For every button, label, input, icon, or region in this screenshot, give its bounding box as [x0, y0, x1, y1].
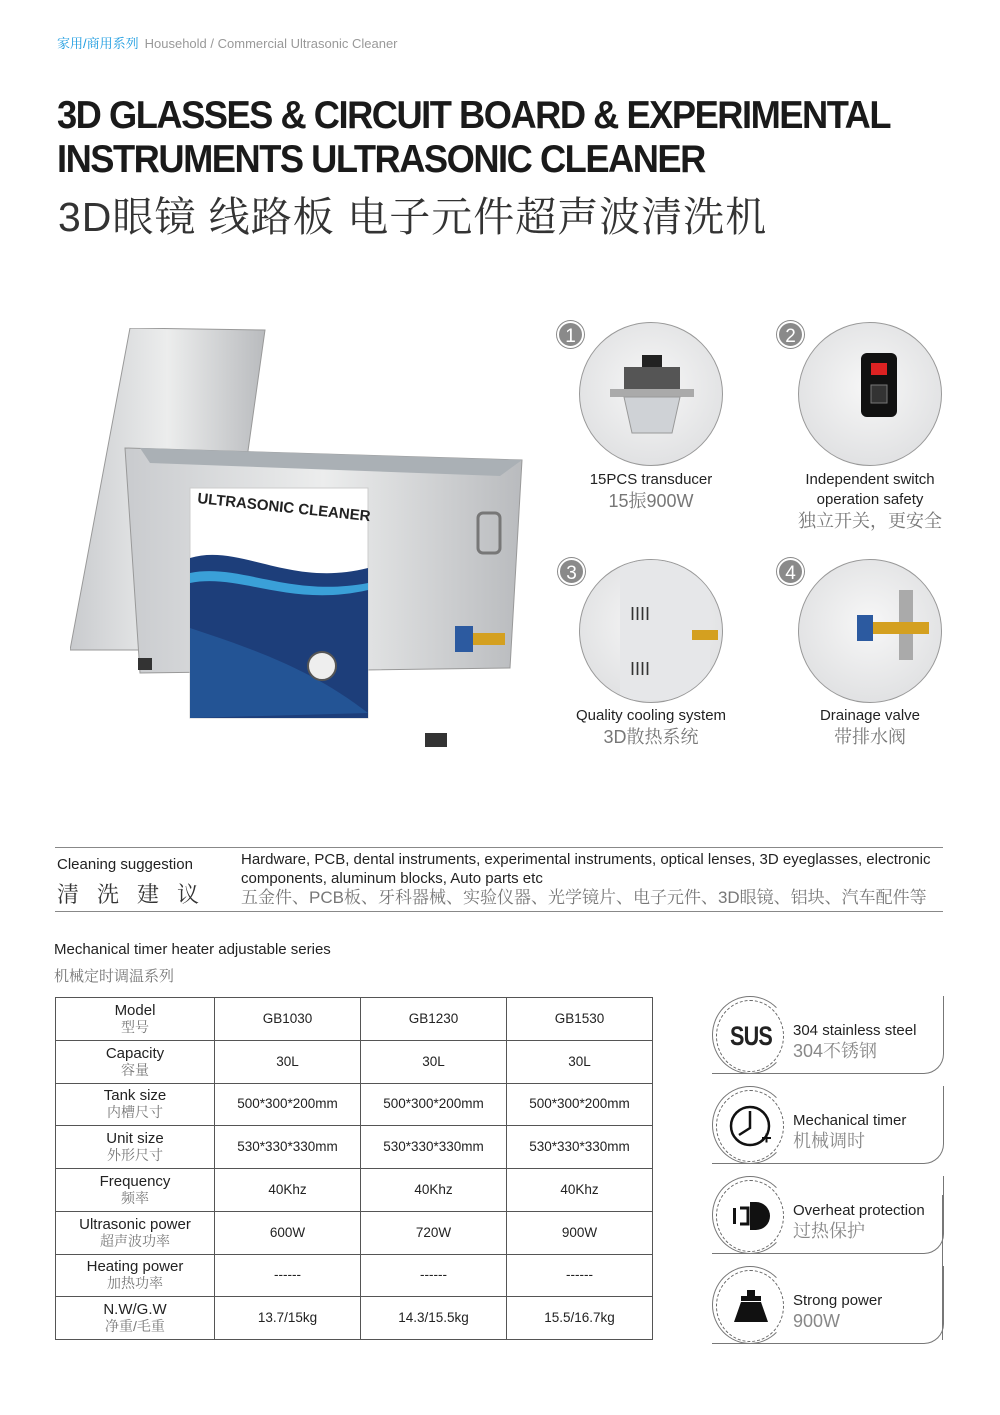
row-header-cn: 外形尺寸: [107, 1147, 163, 1164]
caption-en: Quality cooling system: [575, 707, 727, 724]
row-header-en: N.W/G.W: [103, 1301, 167, 1319]
feature-caption: [760, 470, 980, 532]
highlight-en: Mechanical timer: [793, 1112, 907, 1129]
svg-text:IIII: IIII: [630, 659, 651, 679]
caption-cn: 独立开关，更安全: [798, 511, 942, 531]
row-header-cn: 净重/毛重: [105, 1318, 165, 1335]
feature-number-badge: 4: [777, 558, 804, 585]
series-title: Mechanical timer heater adjustable series: [54, 941, 331, 958]
highlight-en: 304 stainless steel: [793, 1022, 917, 1039]
feature-image-drain-valve: [798, 559, 942, 703]
caption-en: Independent switch operation safety: [805, 471, 935, 508]
table-cell: 15.5/16.7kg: [507, 1297, 653, 1340]
table-cell: ------: [361, 1254, 507, 1297]
feature-image-transducer: [579, 322, 723, 466]
row-header-cn: 频率: [121, 1189, 149, 1206]
suggestion-text: [241, 850, 946, 907]
row-header-cn: 内槽尺寸: [107, 1104, 163, 1121]
breadcrumb: [57, 33, 398, 52]
highlight-overheat: [716, 1180, 948, 1252]
clock-icon: [724, 1102, 778, 1150]
feature-caption: [541, 706, 761, 748]
row-header: [56, 998, 215, 1041]
row-header: [56, 1297, 215, 1340]
table-cell: 500*300*200mm: [507, 1083, 653, 1126]
table-cell: 14.3/15.5kg: [361, 1297, 507, 1340]
table-row: [56, 1169, 653, 1212]
breadcrumb-cn[interactable]: 家用/商用系列: [57, 36, 139, 51]
highlight-timer: [716, 1090, 948, 1162]
table-row: [56, 1040, 653, 1083]
table-row: [56, 1211, 653, 1254]
table-cell: 530*330*330mm: [507, 1126, 653, 1169]
sus-icon: SUS: [729, 1020, 773, 1051]
table-cell: 500*300*200mm: [215, 1083, 361, 1126]
table-cell: GB1530: [507, 998, 653, 1041]
feature-caption: [541, 470, 761, 512]
highlight-en: Strong power: [793, 1292, 883, 1309]
table-row: [56, 1297, 653, 1340]
caption-cn: 带排水阀: [834, 727, 906, 747]
table-cell: 40Khz: [507, 1169, 653, 1212]
table-cell: 720W: [361, 1211, 507, 1254]
spec-table: [55, 997, 653, 1340]
row-header-en: Capacity: [105, 1044, 165, 1062]
svg-text:IIII: IIII: [630, 604, 651, 624]
row-header-en: Model: [114, 1001, 156, 1019]
divider: [55, 847, 943, 848]
row-header: [56, 1040, 215, 1083]
row-header-en: Tank size: [103, 1087, 167, 1105]
series-title-cn: 机械定时调温系列: [54, 968, 175, 985]
table-cell: 30L: [215, 1040, 361, 1083]
suggestion-text-en: Hardware, PCB, dental instruments, experimental instruments, optical lenses, 3D eyeglasses, electronic components, aluminum blocks, Auto parts etc: [241, 851, 931, 887]
table-cell: ------: [507, 1254, 653, 1297]
table-cell: GB1230: [361, 998, 507, 1041]
highlight-cn: 304不锈钢: [793, 1041, 878, 1061]
row-header-en: Unit size: [106, 1130, 164, 1148]
table-cell: 40Khz: [361, 1169, 507, 1212]
table-cell: 30L: [361, 1040, 507, 1083]
row-header-en: Heating power: [86, 1258, 184, 1276]
table-cell: ------: [215, 1254, 361, 1297]
caption-en: Drainage valve: [819, 707, 921, 724]
table-cell: GB1030: [215, 998, 361, 1041]
table-cell: 500*300*200mm: [361, 1083, 507, 1126]
table-cell: 530*330*330mm: [361, 1126, 507, 1169]
row-header-en: Ultrasonic power: [79, 1215, 191, 1233]
table-cell: 900W: [507, 1211, 653, 1254]
product-image: [70, 328, 530, 753]
row-header-cn: 型号: [121, 1018, 149, 1035]
row-header: [56, 1211, 215, 1254]
highlight-power: [716, 1270, 948, 1342]
feature-number-badge: 1: [557, 321, 584, 348]
table-cell: 13.7/15kg: [215, 1297, 361, 1340]
table-cell: 600W: [215, 1211, 361, 1254]
table-row: [56, 1126, 653, 1169]
breadcrumb-en: Household / Commercial Ultrasonic Cleaner: [144, 36, 398, 51]
suggestion-label-cn: 清洗建议: [57, 882, 218, 907]
table-row: [56, 1083, 653, 1126]
highlight-stainless: [716, 1000, 948, 1072]
caption-cn: 3D散热系统: [603, 727, 699, 747]
title-line1: 3D GLASSES & CIRCUIT BOARD & EXPERIMENTAL: [57, 94, 891, 137]
row-header: [56, 1126, 215, 1169]
row-header: [56, 1169, 215, 1212]
suggestion-label-en: Cleaning suggestion: [57, 856, 193, 873]
feature-image-cooling: [579, 559, 723, 703]
highlight-en: Overheat protection: [793, 1202, 925, 1219]
highlight-cn: 900W: [793, 1311, 841, 1331]
page-title: [57, 94, 890, 182]
row-header-cn: 容量: [121, 1061, 149, 1078]
table-row: [56, 998, 653, 1041]
suggestion-text-cn: 五金件、PCB板、牙科器械、实验仪器、光学镜片、电子元件、3D眼镜、铝块、汽车配件等: [241, 888, 927, 907]
divider: [942, 1195, 943, 1340]
table-cell: 40Khz: [215, 1169, 361, 1212]
weight-icon: [724, 1282, 778, 1330]
feature-number-badge: 2: [777, 321, 804, 348]
caption-cn: 15振900W: [608, 491, 694, 511]
table-cell: 530*330*330mm: [215, 1126, 361, 1169]
plug-icon: [724, 1192, 778, 1240]
feature-caption: [760, 706, 980, 748]
caption-en: 15PCS transducer: [589, 471, 713, 488]
highlight-cn: 过热保护: [793, 1221, 865, 1241]
row-header: [56, 1254, 215, 1297]
row-header-cn: 加热功率: [107, 1275, 163, 1292]
title-line2: INSTRUMENTS ULTRASONIC CLEANER: [57, 138, 705, 181]
row-header-cn: 超声波功率: [100, 1232, 170, 1249]
row-header: [56, 1083, 215, 1126]
divider: [55, 911, 943, 912]
feature-number-badge: 3: [558, 558, 585, 585]
highlight-cn: 机械调时: [793, 1131, 865, 1151]
feature-image-switch: [798, 322, 942, 466]
product-label: ULTRASONIC CLEANER: [196, 490, 372, 526]
table-cell: 30L: [507, 1040, 653, 1083]
row-header-en: Frequency: [99, 1172, 171, 1190]
table-row: [56, 1254, 653, 1297]
title-cn: 3D眼镜 线路板 电子元件超声波清洗机: [58, 194, 768, 240]
